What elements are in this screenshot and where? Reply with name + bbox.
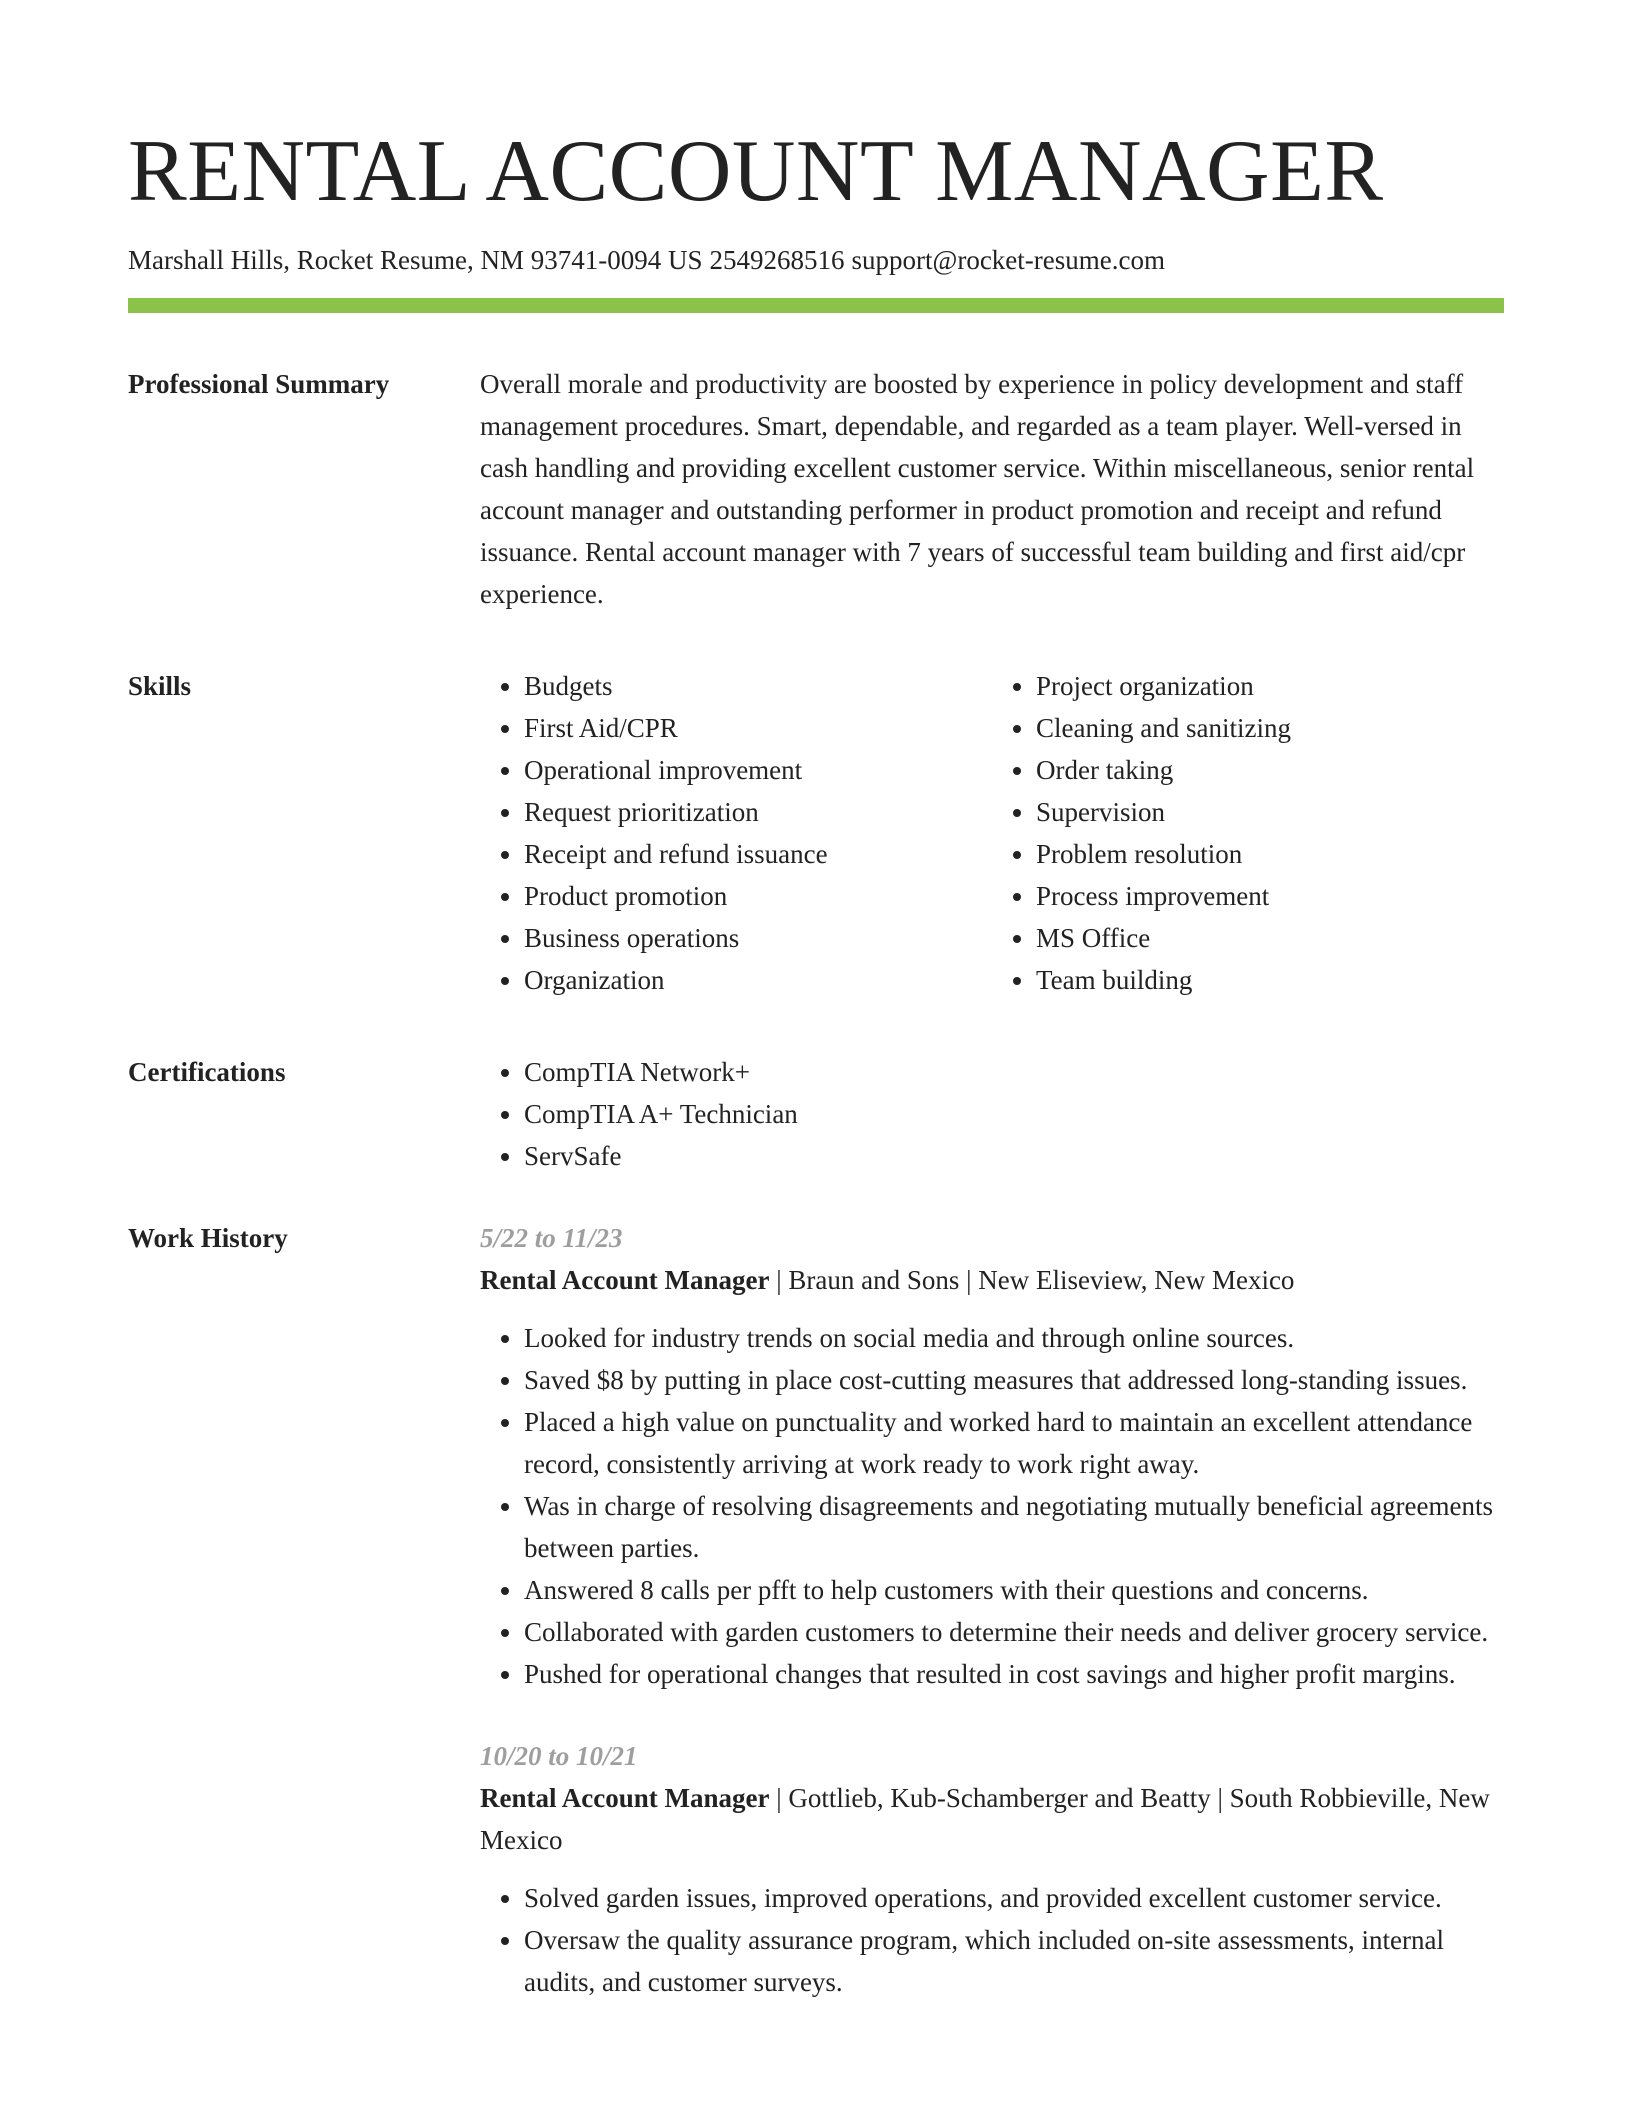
skill-item: • Order taking bbox=[1036, 749, 1504, 791]
skill-item: • Cleaning and sanitizing bbox=[1036, 707, 1504, 749]
skills-list-left bbox=[480, 665, 992, 1001]
skills-section bbox=[128, 665, 1504, 1001]
job-bullet: • Saved $8 by putting in place cost-cutting measures that addressed long-standing issues. bbox=[524, 1359, 1504, 1401]
job-heading bbox=[480, 1777, 1504, 1861]
job-bullet: • Solved garden issues, improved operations, and provided excellent customer service. bbox=[524, 1877, 1504, 1919]
section-label-work-history: Work History bbox=[128, 1223, 288, 1253]
certification-item: • CompTIA Network+ bbox=[524, 1051, 1504, 1093]
job-title: Rental Account Manager bbox=[480, 1265, 770, 1295]
job-heading bbox=[480, 1259, 1504, 1301]
certifications-content bbox=[480, 1051, 1504, 1177]
skill-item: • Process improvement bbox=[1036, 875, 1504, 917]
job-title: Rental Account Manager bbox=[480, 1783, 770, 1813]
job-bullets bbox=[480, 1877, 1504, 2003]
phone: 2549268516 bbox=[709, 245, 845, 275]
job-employer-location: | Braun and Sons | New Eliseview, New Mexico bbox=[769, 1265, 1295, 1295]
skill-item: • Project organization bbox=[1036, 665, 1504, 707]
job-employer-location: | Gottlieb, Kub-Schamberger and Beatty | South Robbieville, New Mexico bbox=[480, 1783, 1490, 1855]
job-bullet: • Answered 8 calls per pfft to help customers with their questions and concerns. bbox=[524, 1569, 1504, 1611]
skill-item: • MS Office bbox=[1036, 917, 1504, 959]
section-label-certifications: Certifications bbox=[128, 1057, 286, 1087]
certifications-section bbox=[128, 1051, 1504, 1177]
skill-item: • Team building bbox=[1036, 959, 1504, 1001]
skill-item: • Receipt and refund issuance bbox=[524, 833, 992, 875]
skill-item: • Supervision bbox=[1036, 791, 1504, 833]
certifications-list bbox=[480, 1051, 1504, 1177]
job-bullet: • Placed a high value on punctuality and worked hard to maintain an excellent attendance record, consistently arriving at work ready to work right away. bbox=[524, 1401, 1504, 1485]
skill-item: • Operational improvement bbox=[524, 749, 992, 791]
resume-title: RENTAL ACCOUNT MANAGER bbox=[128, 123, 1384, 220]
summary-text: Overall morale and productivity are boosted by experience in policy development and staff management procedures. Smart, dependable, and regarded as a team player. Well-versed in cash handling and providing excellent customer service. Within miscellaneous, senior rental account manager and outstanding performer in product promotion and receipt and refund issuance. Rental account manager with 7 years of successful team building and first aid/cpr experience. bbox=[480, 369, 1475, 609]
skills-content bbox=[480, 665, 1504, 1001]
certification-item: • ServSafe bbox=[524, 1135, 1504, 1177]
job-dates: 10/20 to 10/21 bbox=[480, 1741, 638, 1771]
section-label-summary: Professional Summary bbox=[128, 369, 390, 399]
work-history-section bbox=[128, 1217, 1504, 2003]
skill-item: • Budgets bbox=[524, 665, 992, 707]
skill-item: • Business operations bbox=[524, 917, 992, 959]
skill-item: • First Aid/CPR bbox=[524, 707, 992, 749]
skills-list-right bbox=[992, 665, 1504, 1001]
contact-line bbox=[128, 242, 1504, 278]
skill-item: • Problem resolution bbox=[1036, 833, 1504, 875]
summary-section bbox=[128, 363, 1504, 615]
certification-item: • CompTIA A+ Technician bbox=[524, 1093, 1504, 1135]
job-bullet: • Oversaw the quality assurance program, which included on-site assessments, internal audits, and customer surveys. bbox=[524, 1919, 1504, 2003]
job-bullet: • Collaborated with garden customers to determine their needs and deliver grocery service. bbox=[524, 1611, 1504, 1653]
job-entry bbox=[480, 1735, 1504, 2003]
skill-item: • Product promotion bbox=[524, 875, 992, 917]
address: Marshall Hills, Rocket Resume, NM 93741-0094 US bbox=[128, 245, 703, 275]
job-bullet: • Looked for industry trends on social media and through online sources. bbox=[524, 1317, 1504, 1359]
summary-content bbox=[480, 363, 1504, 615]
work-history-content bbox=[480, 1217, 1504, 2003]
job-entry bbox=[480, 1217, 1504, 1695]
skill-item: • Organization bbox=[524, 959, 992, 1001]
job-dates: 5/22 to 11/23 bbox=[480, 1223, 623, 1253]
section-label-skills: Skills bbox=[128, 671, 192, 701]
job-bullet: • Was in charge of resolving disagreements and negotiating mutually beneficial agreements between parties. bbox=[524, 1485, 1504, 1569]
email: support@rocket-resume.com bbox=[851, 245, 1165, 275]
job-bullet: • Pushed for operational changes that resulted in cost savings and higher profit margins. bbox=[524, 1653, 1504, 1695]
job-bullets bbox=[480, 1317, 1504, 1695]
skill-item: • Request prioritization bbox=[524, 791, 992, 833]
header-divider bbox=[128, 298, 1504, 313]
